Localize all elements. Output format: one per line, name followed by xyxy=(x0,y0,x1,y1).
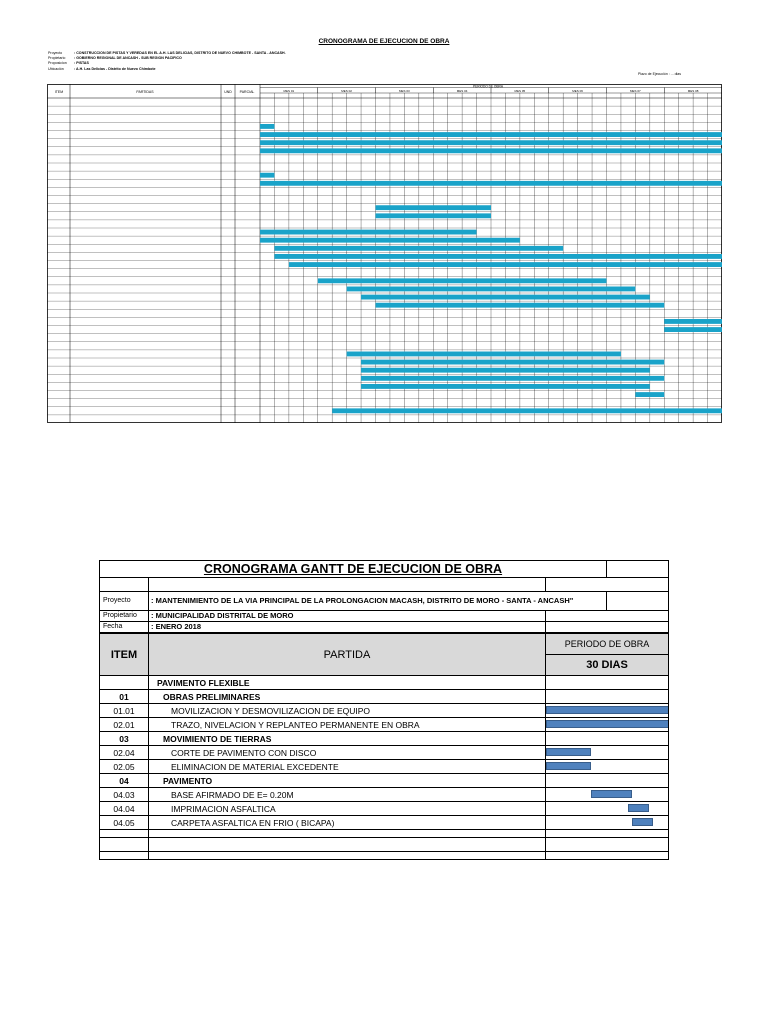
fecha-label: Fecha xyxy=(100,622,149,634)
blank-cell xyxy=(100,838,149,852)
gantt-bar xyxy=(546,762,591,770)
blank-cell xyxy=(546,611,669,622)
gantt-partida: MOVILIZACION Y DESMOVILIZACION DE EQUIPO xyxy=(149,704,546,718)
gantt-partida: BASE AFIRMADO DE E= 0.20M xyxy=(149,788,546,802)
top-meta-value: : A.H. Las Delicias - Distrito de Nuevo Chimbote xyxy=(74,67,156,71)
partida-header: PARTIDA xyxy=(149,633,546,676)
gantt-period-cell xyxy=(546,732,669,746)
propietario-label: Propietario xyxy=(100,611,149,622)
gantt-row xyxy=(100,802,669,816)
schedule-bar xyxy=(361,368,650,373)
top-meta-ubicacion xyxy=(48,67,156,72)
schedule-bar xyxy=(664,319,722,324)
gantt-row xyxy=(100,746,669,760)
schedule-bar xyxy=(260,230,477,235)
blank-cell xyxy=(149,852,546,860)
gantt-item-code xyxy=(100,676,149,690)
schedule-bar xyxy=(376,213,492,218)
gantt-period-cell xyxy=(546,704,669,718)
gantt-item-code: 04 xyxy=(100,774,149,788)
blank-cell xyxy=(149,578,546,592)
blank-cell xyxy=(149,830,546,838)
gantt-empty-row xyxy=(100,838,669,852)
proyecto-label: Proyecto xyxy=(100,592,149,611)
top-meta-label: Propietario xyxy=(48,56,66,60)
month-label: MES 02 xyxy=(341,88,352,93)
gantt-body xyxy=(100,676,669,860)
schedule-bar xyxy=(376,303,665,308)
proyecto-value: : MANTENIMIENTO DE LA VIA PRINCIPAL DE LA PROLONGACION MACASH, DISTRITO DE MORO - SANTA - ANCASH" xyxy=(149,592,607,611)
fecha-value: : ENERO 2018 xyxy=(149,622,546,634)
gantt-period-cell xyxy=(546,774,669,788)
gantt-bar xyxy=(632,818,653,826)
schedule-bar xyxy=(361,360,664,365)
gantt-table xyxy=(99,560,669,860)
blank-cell xyxy=(546,622,669,634)
gantt-partida: MOVIMIENTO DE TIERRAS xyxy=(149,732,546,746)
gantt-period-cell xyxy=(546,676,669,690)
schedule-bar xyxy=(635,392,664,397)
gantt-row xyxy=(100,718,669,732)
schedule-bar xyxy=(260,124,274,129)
gantt-bar xyxy=(546,706,669,714)
gantt-sheet xyxy=(99,560,668,871)
top-grid-text xyxy=(55,84,699,94)
schedule-bar xyxy=(260,132,722,137)
gantt-row xyxy=(100,690,669,704)
gantt-item-code: 02.04 xyxy=(100,746,149,760)
blank-cell xyxy=(546,852,669,860)
gantt-bar xyxy=(546,748,591,756)
gantt-period-cell xyxy=(546,746,669,760)
gantt-bar xyxy=(628,804,649,812)
month-label: MES 08 xyxy=(687,88,699,93)
schedule-bar xyxy=(274,246,563,251)
top-meta-value: : PISTAS xyxy=(74,61,89,65)
gantt-item-code: 03 xyxy=(100,732,149,746)
gantt-period-cell xyxy=(546,788,669,802)
gantt-row xyxy=(100,760,669,774)
schedule-bar xyxy=(260,148,722,153)
blank-cell xyxy=(100,852,149,860)
gantt-bar xyxy=(591,790,632,798)
gantt-partida: IMPRIMACION ASFALTICA xyxy=(149,802,546,816)
gantt-item-code: 02.01 xyxy=(100,718,149,732)
schedule-bar xyxy=(332,408,722,413)
blank-cell xyxy=(546,838,669,852)
dias-header: 30 DIAS xyxy=(546,655,669,676)
top-schedule-grid xyxy=(47,84,722,423)
gantt-item-code: 01.01 xyxy=(100,704,149,718)
blank-cell xyxy=(100,830,149,838)
top-meta-label: Proyecto xyxy=(48,51,63,55)
blank-cell xyxy=(607,592,669,611)
gantt-partida: TRAZO, NIVELACION Y REPLANTEO PERMANENTE EN OBRA xyxy=(149,718,546,732)
periodo-header: PERIODO DE OBRA xyxy=(546,633,669,655)
top-plazo-text: Plazo de Ejecución : ... dias xyxy=(638,72,681,76)
month-label: MES 07 xyxy=(630,88,641,93)
gantt-partida: CORTE DE PAVIMENTO CON DISCO xyxy=(149,746,546,760)
top-meta-value: : CONSTRUCCION DE PISTAS Y VEREDAS EN EL A.H. LAS DELICIAS, DISTRITO DE NUEVO CHIMBOTE - SANTA - ANCASH. xyxy=(74,51,286,55)
gantt-item-code: 01 xyxy=(100,690,149,704)
top-meta-label: Ubicación xyxy=(48,67,64,71)
propietario-value: : MUNICIPALIDAD DISTRITAL DE MORO xyxy=(149,611,546,622)
gantt-item-code: 02.05 xyxy=(100,760,149,774)
schedule-bar xyxy=(361,376,664,381)
gantt-partida: ELIMINACION DE MATERIAL EXCEDENTE xyxy=(149,760,546,774)
schedule-bar xyxy=(347,287,636,292)
blank-cell xyxy=(100,578,149,592)
top-meta-proposicion xyxy=(48,61,89,66)
gantt-row xyxy=(100,676,669,690)
blank-cell xyxy=(546,830,669,838)
gantt-empty-row xyxy=(100,852,669,860)
gantt-title: CRONOGRAMA GANTT DE EJECUCION DE OBRA xyxy=(100,561,607,578)
gantt-period-cell xyxy=(546,802,669,816)
month-label: MES 03 xyxy=(399,88,410,93)
top-header-partida: PARTIDAS xyxy=(136,90,154,94)
schedule-bar xyxy=(347,352,621,357)
top-header-item: ITEM xyxy=(54,90,64,94)
month-label: MES 06 xyxy=(572,88,583,93)
schedule-bar xyxy=(260,238,520,243)
gantt-row xyxy=(100,704,669,718)
schedule-bar xyxy=(376,205,492,210)
gantt-item-code: 04.05 xyxy=(100,816,149,830)
schedule-bar xyxy=(260,181,722,186)
schedule-bar xyxy=(260,140,722,145)
gantt-row xyxy=(100,816,669,830)
gantt-partida: OBRAS PRELIMINARES xyxy=(149,690,546,704)
gantt-row xyxy=(100,732,669,746)
gantt-period-cell xyxy=(546,718,669,732)
top-meta-value: : GOBIERNO REGIONAL DE ANCASH - SUB REGION PACIFICO xyxy=(74,56,182,60)
month-label: MES 04 xyxy=(456,88,468,93)
month-label: MES 01 xyxy=(283,88,295,93)
schedule-bar xyxy=(260,173,274,178)
schedule-bar xyxy=(289,262,722,267)
month-label: MES 05 xyxy=(514,88,526,93)
gantt-row xyxy=(100,788,669,802)
gantt-row xyxy=(100,774,669,788)
blank-cell xyxy=(546,578,669,592)
gantt-item-code: 04.03 xyxy=(100,788,149,802)
gantt-empty-row xyxy=(100,830,669,838)
top-header-und: UND xyxy=(224,90,232,94)
schedule-bar xyxy=(361,384,650,389)
gantt-partida: PAVIMENTO FLEXIBLE xyxy=(149,676,546,690)
top-meta-label: Proposicion xyxy=(48,61,67,65)
top-schedule-title: CRONOGRAMA DE EJECUCION DE OBRA xyxy=(318,38,450,45)
schedule-bar xyxy=(318,278,607,283)
schedule-bar xyxy=(274,254,722,259)
gantt-period-cell xyxy=(546,816,669,830)
item-header: ITEM xyxy=(100,633,149,676)
gantt-item-code: 04.04 xyxy=(100,802,149,816)
schedule-bar xyxy=(361,295,650,300)
blank-cell xyxy=(149,838,546,852)
blank-cell xyxy=(607,561,669,578)
gantt-period-cell xyxy=(546,760,669,774)
gantt-period-cell xyxy=(546,690,669,704)
gantt-bar xyxy=(546,720,669,728)
gantt-partida: PAVIMENTO xyxy=(149,774,546,788)
schedule-bar xyxy=(664,327,722,332)
gantt-partida: CARPETA ASFALTICA EN FRIO ( BICAPA) xyxy=(149,816,546,830)
top-header-periodo: PERIODO DE OBRA xyxy=(473,84,503,89)
top-header-parcial: PARCIAL xyxy=(239,90,255,94)
